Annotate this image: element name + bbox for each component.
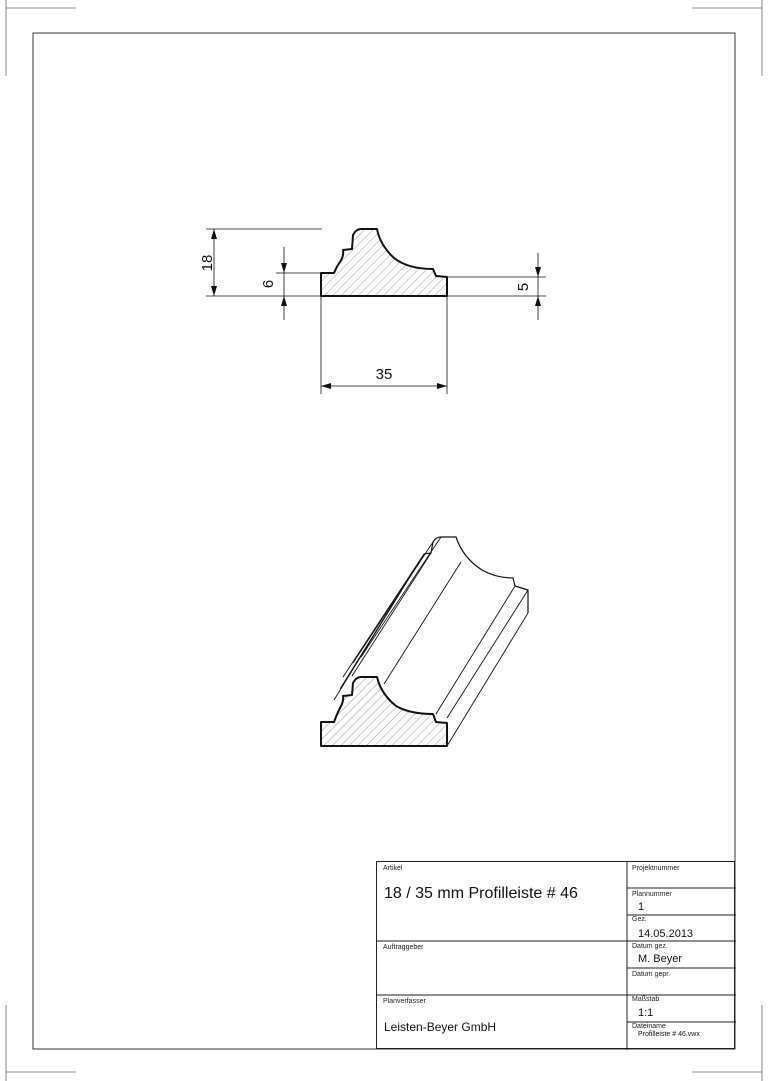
cell-datum-gez <box>627 941 736 968</box>
value-massstab: 1:1 <box>638 1007 654 1019</box>
label-datum-gepr: Datum gepr. <box>632 971 671 978</box>
label-auftraggeber: Auftraggeber <box>383 944 424 951</box>
label-gez: Gez. <box>632 916 647 923</box>
cell-planverfasser <box>377 995 627 1050</box>
dimension-label-35: 35 <box>375 366 393 383</box>
dimension-label-5: 5 <box>515 282 532 292</box>
label-projektnummer: Projektnummer <box>632 865 680 872</box>
value-datum-gez: M. Beyer <box>638 953 683 965</box>
title-block <box>376 861 735 1049</box>
cell-auftraggeber <box>377 941 627 995</box>
dimension-label-6: 6 <box>260 279 277 289</box>
label-dateiname: Dateiname <box>632 1023 666 1030</box>
value-planverfasser: Leisten-Beyer GmbH <box>384 1020 497 1034</box>
cell-artikel <box>377 862 627 941</box>
profile-isometric-view <box>321 537 528 746</box>
profile-cross-section <box>321 229 447 296</box>
value-dateiname: Profilleiste # 46.vwx <box>638 1031 700 1038</box>
dimension-label-18: 18 <box>199 254 216 272</box>
label-plannummer: Plannummer <box>632 891 672 898</box>
cell-projektnummer <box>627 862 736 888</box>
label-planverfasser: Planverfasser <box>383 998 426 1005</box>
cell-plannummer <box>627 888 736 915</box>
value-artikel: 18 / 35 mm Profilleiste # 46 <box>384 885 578 902</box>
label-datum-gez: Datum gez. <box>632 943 668 950</box>
label-artikel: Artikel <box>383 865 403 872</box>
cell-massstab <box>627 995 736 1022</box>
cell-gez <box>627 915 736 941</box>
cell-datum-gepr <box>627 968 736 995</box>
label-massstab: Maßstab <box>632 996 660 1003</box>
value-gez: 14.05.2013 <box>638 928 694 940</box>
cell-dateiname <box>627 1022 736 1050</box>
value-plannummer: 1 <box>638 901 645 913</box>
